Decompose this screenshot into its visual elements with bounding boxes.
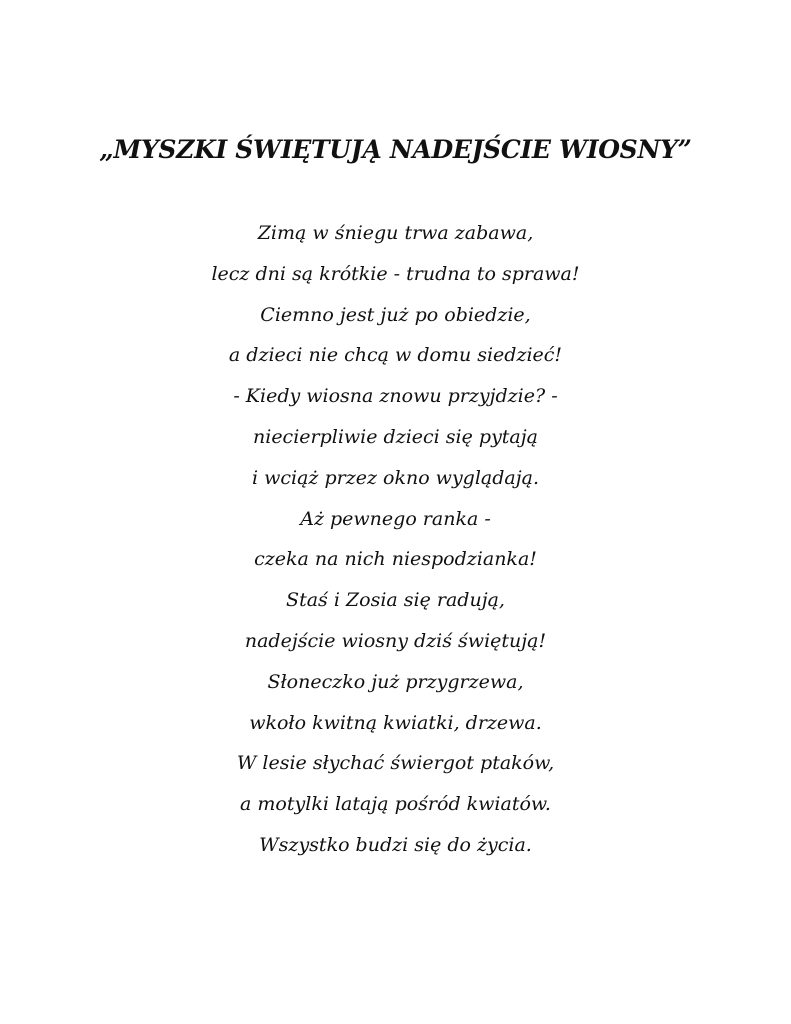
poem-line: W lesie słychać świergot ptaków, (236, 752, 555, 775)
poem-line: Zimą w śniegu trwa zabawa, (257, 222, 534, 244)
poem-line: Ciemno jest już po obiedzie, (260, 303, 531, 326)
poem-line: lecz dni są krótkie - trudna to sprawa! (211, 262, 580, 285)
poem-line: i wciąż przez okno wyglądają. (251, 466, 539, 489)
poem-line: - Kiedy wiosna znowu przyjdzie? - (233, 385, 558, 408)
poem-line: a motylki latają pośród kwiatów. (240, 793, 551, 816)
poem-line: niecierpliwie dzieci się pytają (253, 425, 538, 448)
poem-line: Staś i Zosia się radują, (286, 589, 505, 612)
poem-line: Słoneczko już przygrzewa, (267, 670, 524, 693)
poem-line: a dzieci nie chcą w domu siedzieć! (228, 344, 563, 367)
poem-title: „MYSZKI ŚWIĘTUJĄ NADEJŚCIE WIOSNY” (99, 135, 692, 164)
poem-line: wkoło kwitną kwiatki, drzewa. (249, 711, 542, 734)
poem-line: Aż pewnego ranka - (300, 507, 491, 530)
poem-body (0, 213, 791, 866)
poem-line: nadejście wiosny dziś świętują! (244, 629, 547, 652)
poem-line: czeka na nich niespodzianka! (254, 548, 537, 571)
poem-line: Wszystko budzi się do życia. (259, 833, 532, 856)
